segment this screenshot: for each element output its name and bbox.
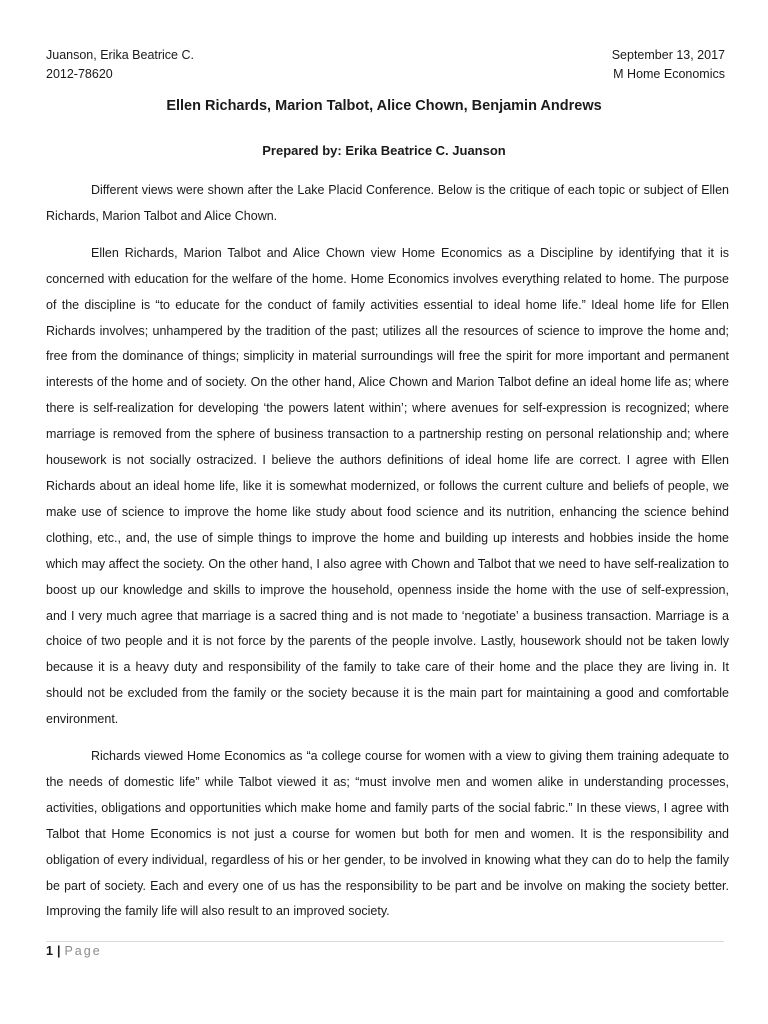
footer-separator: | [56, 944, 61, 958]
page-footer [46, 944, 102, 958]
author-name: Juanson, Erika Beatrice C. [46, 48, 194, 62]
footer-divider [46, 941, 724, 942]
page-label: Page [64, 944, 102, 958]
page-number: 1 [46, 944, 53, 958]
paragraph-views: Richards viewed Home Economics as “a college course for women with a view to giving them training adequate to the needs of domestic life” while Talbot viewed it as; “must involve men and women alike in understanding processes, activities, obligations and opportunities which make home and family parts of the social fabric.” In these views, I agree with Talbot that Home Economics is not just a course for women but both for men and women. It is the responsibility and obligation of every individual, regardless of his or her gender, to be involved in knowing what they can do to help the family be part of society. Each and every one of us has the responsibility to be part and be involve on making the society better. Improving the family life will also result to an improved society. [46, 749, 729, 919]
document-date: September 13, 2017 [611, 48, 725, 62]
course-name: M Home Economics [613, 67, 725, 81]
prepared-by: Prepared by: Erika Beatrice C. Juanson [262, 143, 506, 158]
student-id: 2012-78620 [46, 67, 113, 81]
paragraph-intro: Different views were shown after the Lake Placid Conference. Below is the critique of each topic or subject of Ellen Richards, Marion Talbot and Alice Chown. [46, 183, 729, 223]
header-left [46, 46, 194, 84]
page-title: Ellen Richards, Marion Talbot, Alice Chown, Benjamin Andrews [166, 98, 602, 114]
header-right [612, 46, 725, 84]
body-text [46, 178, 729, 936]
paragraph-ideal-home-life: Ellen Richards, Marion Talbot and Alice Chown view Home Economics as a Discipline by identifying that it is concerned with education for the welfare of the home. Home Economics involves everything related to home. The purpose of the discipline is “to educate for the conduct of family activities essential to ideal home life.” Ideal home life for Ellen Richards involves; unhampered by the tradition of the past; utilizes all the resources of science to improve the home and; free from the dominance of things; simplicity in material surroundings will free the spirit for more important and permanent interests of the home and of society. On the other hand, Alice Chown and Marion Talbot define an ideal home life as; where there is self-realization for developing ‘the powers latent within’; where avenues for self-expression is recognized; where marriage is removed from the sphere of business transaction to a partnership resting on personal relationship and; where housework is not socially ostracized. I believe the authors definitions of ideal home life are correct. I agree with Ellen Richards about an ideal home life, like it is somewhat modernized, or follows the current culture and beliefs of people, we make use of science to improve the home like study about food science and its nutrition, enhancing the science behind clothing, etc., and, the use of simple things to improve the home and building up interests and hobbies inside the home which may affect the society. On the other hand, I also agree with Chown and Talbot that we need to have self-realization to boost up our knowledge and skills to improve the household, openness inside the home with the use of self-expression, and I very much agree that marriage is a sacred thing and is not made to ‘negotiate’ a business transaction. Marriage is a choice of two people and it is not force by the parents of the people involve. Lastly, housework should not be taken lowly because it is a heavy duty and responsibility of the family to take care of their home and the place they are living in. It should not be excluded from the family or the society because it is the main part for maintaining a good and comfortable environment. [46, 245, 729, 727]
